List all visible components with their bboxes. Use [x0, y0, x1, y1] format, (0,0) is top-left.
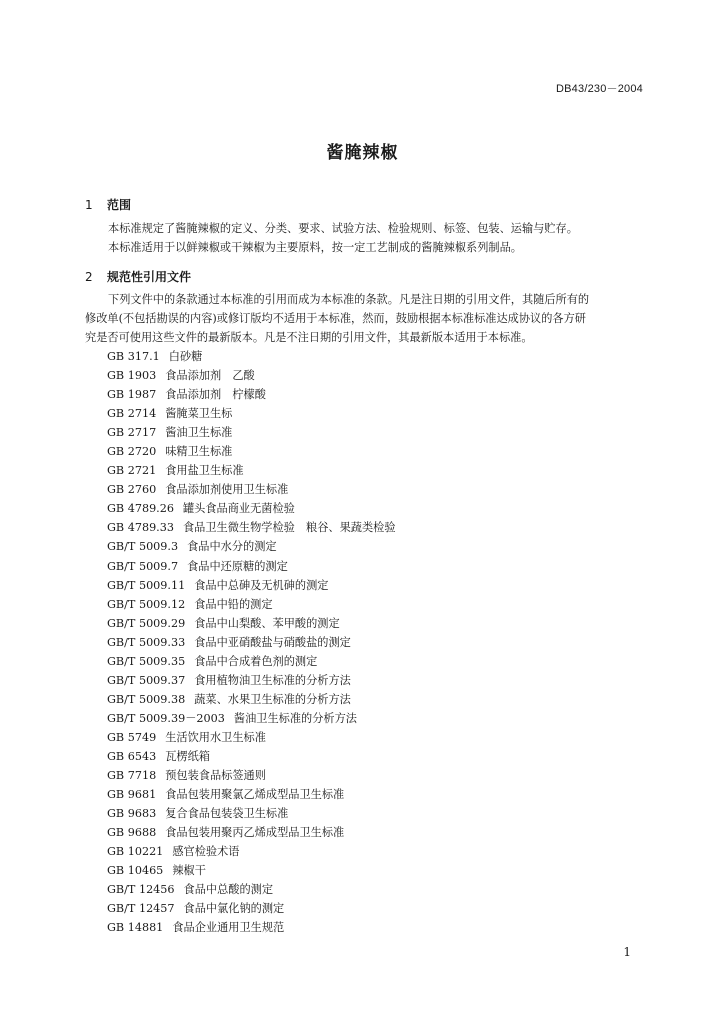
reference-title: 蔬菜、水果卫生标准的分析方法 [194, 692, 351, 706]
reference-code: GB 7718 [107, 769, 157, 783]
reference-item [107, 918, 396, 937]
reference-title: 食品中水分的测定 [187, 540, 277, 554]
reference-item [107, 842, 396, 861]
section-1-body [85, 219, 650, 257]
paragraph: 本标准适用于以鲜辣椒或干辣椒为主要原料，按一定工艺制成的酱腌辣椒系列制品。 [108, 241, 522, 254]
reference-title: 酱油卫生标准 [165, 426, 233, 440]
reference-item [107, 614, 396, 633]
reference-title: 食品中铅的测定 [194, 597, 273, 611]
reference-list [107, 347, 396, 937]
paragraph-line: 修改单(不包括勘误的内容)或修订版均不适用于本标准，然而，鼓励根据本标准标准达成协议的各方研 [85, 312, 586, 325]
reference-code: GB 1903 [107, 369, 157, 383]
reference-item [107, 595, 396, 614]
reference-item [107, 690, 396, 709]
reference-code: GB 2714 [107, 407, 157, 421]
reference-code: GB 4789.26 [107, 502, 174, 516]
reference-code: GB/T 5009.38 [107, 692, 186, 706]
reference-item [107, 499, 396, 518]
reference-title: 食品中氯化钠的测定 [183, 902, 285, 916]
reference-code: GB 6543 [107, 749, 157, 763]
reference-title: 食用植物油卫生标准的分析方法 [194, 673, 351, 687]
reference-code: GB/T 5009.37 [107, 673, 186, 687]
reference-code: GB/T 12457 [107, 902, 175, 916]
paragraph: 本标准规定了酱腌辣椒的定义、分类、要求、试验方法、检验规则、标签、包装、运输与贮存。 [108, 222, 578, 235]
paragraph-line: 下列文件中的条款通过本标准的引用而成为本标准的条款。凡是注日期的引用文件，其随后所有的 [108, 293, 590, 306]
reference-code: GB 5749 [107, 730, 157, 744]
reference-item [107, 709, 396, 728]
reference-title: 瓦楞纸箱 [165, 749, 210, 763]
reference-item [107, 861, 396, 880]
section-2-heading [85, 268, 191, 285]
reference-item [107, 576, 396, 595]
reference-title: 食品中亚硝酸盐与硝酸盐的测定 [194, 635, 351, 649]
reference-title: 味精卫生标准 [165, 445, 233, 459]
reference-item [107, 652, 396, 671]
reference-title: 食品卫生微生物学检验 粮谷、果蔬类检验 [182, 521, 396, 535]
reference-code: GB 10465 [107, 864, 164, 878]
reference-item [107, 537, 396, 556]
reference-title: 食品中山梨酸、苯甲酸的测定 [194, 616, 340, 630]
reference-item [107, 385, 396, 404]
section-2-intro [85, 290, 650, 347]
reference-title: 复合食品包装袋卫生标准 [165, 807, 289, 821]
reference-item [107, 442, 396, 461]
reference-title: 酱腌菜卫生标 [165, 407, 233, 421]
reference-item [107, 766, 396, 785]
paragraph-line: 究是否可使用这些文件的最新版本。凡是不注日期的引用文件，其最新版本适用于本标准。 [85, 331, 533, 344]
reference-code: GB/T 5009.12 [107, 597, 186, 611]
reference-code: GB/T 12456 [107, 883, 175, 897]
reference-item [107, 557, 396, 576]
reference-code: GB/T 5009.11 [107, 578, 186, 592]
reference-code: GB/T 5009.29 [107, 616, 186, 630]
reference-item [107, 747, 396, 766]
reference-code: GB 2721 [107, 464, 157, 478]
reference-code: GB 317.1 [107, 350, 160, 363]
reference-title: 食品企业通用卫生规范 [172, 921, 285, 935]
reference-title: 食用盐卫生标准 [165, 464, 244, 478]
reference-code: GB 2760 [107, 483, 157, 497]
reference-title: 感官检验术语 [172, 845, 240, 859]
reference-item [107, 671, 396, 690]
reference-code: GB 10221 [107, 845, 164, 859]
reference-code: GB/T 5009.39－2003 [107, 711, 225, 725]
reference-item [107, 347, 396, 366]
reference-title: 食品中总酸的测定 [183, 883, 274, 897]
reference-item [107, 366, 396, 385]
reference-item [107, 404, 396, 423]
reference-title: 罐头食品商业无菌检验 [182, 502, 295, 516]
reference-item [107, 785, 396, 804]
reference-title: 预包装食品标签通则 [165, 769, 266, 783]
reference-title: 辣椒干 [172, 864, 206, 878]
section-number: 1 [85, 198, 93, 212]
reference-item [107, 480, 396, 499]
page-number: 1 [623, 945, 631, 959]
reference-code: GB/T 5009.33 [107, 635, 186, 649]
section-title: 范围 [107, 198, 132, 212]
reference-code: GB/T 5009.7 [107, 559, 179, 573]
section-number: 2 [85, 270, 93, 284]
reference-code: GB 1987 [107, 388, 157, 402]
reference-item [107, 423, 396, 442]
reference-title: 食品包装用聚氯乙烯成型品卫生标准 [165, 788, 345, 802]
reference-code: GB 9681 [107, 788, 157, 802]
document-title: 酱腌辣椒 [326, 143, 399, 163]
reference-code: GB/T 5009.35 [107, 654, 186, 668]
reference-item [107, 823, 396, 842]
standard-number: DB43/230－2004 [556, 83, 643, 95]
reference-code: GB 14881 [107, 921, 164, 935]
reference-code: GB 2717 [107, 426, 157, 440]
reference-item [107, 633, 396, 652]
reference-title: 白砂糖 [168, 350, 203, 363]
reference-item [107, 728, 396, 747]
reference-title: 食品添加剂 乙酸 [165, 369, 255, 383]
reference-title: 食品中合成着色剂的测定 [194, 654, 318, 668]
reference-title: 食品中总砷及无机砷的测定 [194, 578, 329, 592]
reference-code: GB 9688 [107, 826, 157, 840]
reference-title: 生活饮用水卫生标准 [165, 730, 266, 744]
reference-title: 食品中还原糖的测定 [187, 559, 288, 573]
reference-code: GB 4789.33 [107, 521, 174, 535]
reference-code: GB 9683 [107, 807, 157, 821]
reference-title: 酱油卫生标准的分析方法 [233, 711, 357, 725]
reference-title: 食品包装用聚丙乙烯成型品卫生标准 [165, 826, 345, 840]
reference-code: GB 2720 [107, 445, 157, 459]
reference-title: 食品添加剂 柠檬酸 [165, 388, 266, 402]
reference-item [107, 804, 396, 823]
section-title: 规范性引用文件 [107, 270, 192, 284]
reference-title: 食品添加剂使用卫生标准 [165, 483, 289, 497]
reference-item [107, 899, 396, 918]
reference-item [107, 518, 396, 537]
reference-item [107, 461, 396, 480]
reference-code: GB/T 5009.3 [107, 540, 179, 554]
section-1-heading [85, 196, 131, 213]
reference-item [107, 880, 396, 899]
